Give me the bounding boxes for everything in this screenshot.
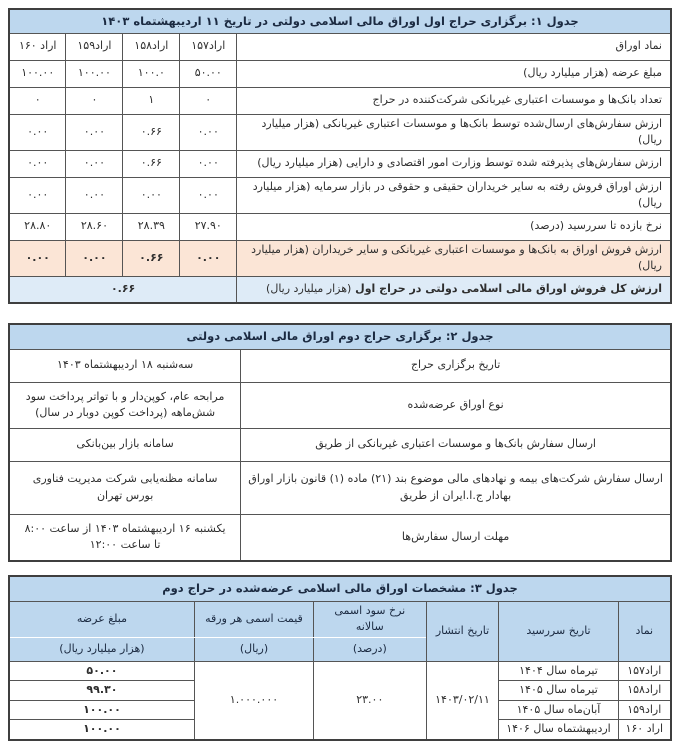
table-title-row bbox=[9, 324, 671, 349]
column-header-face-value-unit: (ریال) bbox=[194, 637, 313, 661]
row-label: ارزش سفارش‌های ارسال‌شده توسط بانک‌ها و موسسات اعتباری غیربانکی (هزار میلیارد ریال) bbox=[237, 114, 671, 150]
value-cell: ۰.۶۶ bbox=[123, 240, 180, 276]
value-cell: ۰.۰۰ bbox=[180, 114, 237, 150]
total-label-unit: (هزار میلیارد ریال) bbox=[266, 282, 352, 295]
supply-amount: ۹۹.۳۰ bbox=[9, 681, 194, 701]
table-row-institution-order-channel bbox=[9, 461, 671, 514]
value-cell: ۲۸.۶۰ bbox=[66, 213, 123, 240]
total-value: ۰.۶۶ bbox=[9, 276, 237, 303]
total-label bbox=[237, 276, 671, 303]
table-row-capital-market-sales bbox=[9, 177, 671, 213]
bond-symbol-header: اراد۱۵۸ bbox=[123, 33, 180, 60]
table-row-participants bbox=[9, 87, 671, 114]
value-cell: ۲۸.۳۹ bbox=[123, 213, 180, 240]
table-header-row bbox=[9, 601, 671, 637]
column-header-issue-date: تاریخ انتشار bbox=[426, 601, 499, 661]
value-cell: ۰.۶۶ bbox=[123, 150, 180, 177]
bond-symbol-header: اراد۱۵۷ bbox=[180, 33, 237, 60]
maturity-date: تیرماه سال ۱۴۰۵ bbox=[499, 681, 618, 701]
field-label: ارسال سفارش بانک‌ها و موسسات اعتباری غیربانکی از طریق bbox=[241, 428, 671, 461]
offered-securities-spec-table bbox=[8, 575, 672, 741]
row-label: تعداد بانک‌ها و موسسات اعتباری غیربانکی شرکت‌کننده در حراج bbox=[237, 87, 671, 114]
issue-date: ۱۴۰۳/۰۲/۱۱ bbox=[426, 661, 499, 740]
value-cell: ۰.۰۰ bbox=[66, 177, 123, 213]
supply-amount: ۱۰۰.۰۰ bbox=[9, 720, 194, 740]
second-auction-table bbox=[8, 323, 672, 562]
value-cell: ۲۷.۹۰ bbox=[180, 213, 237, 240]
row-label: نرخ بازده تا سررسید (درصد) bbox=[237, 213, 671, 240]
value-cell: ۰.۶۶ bbox=[123, 114, 180, 150]
column-header-coupon-rate-unit: (درصد) bbox=[314, 637, 427, 661]
first-auction-table bbox=[8, 8, 672, 304]
column-header-face-value: قیمت اسمی هر ورقه bbox=[194, 601, 313, 637]
field-value: یکشنبه ۱۶ اردیبهشتماه ۱۴۰۳ از ساعت ۸:۰۰ تا ساعت ۱۲:۰۰ bbox=[9, 514, 241, 561]
supply-amount: ۵۰.۰۰ bbox=[9, 661, 194, 681]
table1-title: جدول ۱: برگزاری حراج اول اوراق مالی اسلامی دولتی در تاریخ ۱۱ اردیبهشتماه ۱۴۰۳ bbox=[9, 9, 671, 33]
field-label: تاریخ برگزاری حراج bbox=[241, 349, 671, 382]
value-cell: ۲۸.۸۰ bbox=[9, 213, 66, 240]
row-label: ارزش فروش اوراق به بانک‌ها و موسسات اعتباری غیربانکی و سایر خریداران (هزار میلیارد ریال) bbox=[237, 240, 671, 276]
column-header-maturity: تاریخ سررسید bbox=[499, 601, 618, 661]
value-cell: ۰.۰۰ bbox=[9, 177, 66, 213]
table-row-orders-sent bbox=[9, 114, 671, 150]
value-cell: ۰ bbox=[180, 87, 237, 114]
maturity-date: اردیبهشتماه سال ۱۴۰۶ bbox=[499, 720, 618, 740]
value-cell: ۰.۰۰ bbox=[66, 240, 123, 276]
table-row-bank-order-channel bbox=[9, 428, 671, 461]
table-row-order-deadline bbox=[9, 514, 671, 561]
field-value: مرابحه عام، کوپن‌دار و با تواتر پرداخت سود شش‌ماهه (پرداخت کوپن دوبار در سال) bbox=[9, 382, 241, 428]
bond-symbol: اراد۱۵۷ bbox=[618, 661, 671, 681]
row-label: ارزش سفارش‌های پذیرفته شده توسط وزارت امور اقتصادی و دارایی (هزار میلیارد ریال) bbox=[237, 150, 671, 177]
column-header-symbol: نماد bbox=[618, 601, 671, 661]
value-cell: ۰.۰۰ bbox=[9, 240, 66, 276]
value-cell: ۰.۰۰ bbox=[9, 150, 66, 177]
bond-symbol: اراد ۱۶۰ bbox=[618, 720, 671, 740]
field-value: سامانه بازار بین‌بانکی bbox=[9, 428, 241, 461]
value-cell: ۰.۰۰ bbox=[180, 177, 237, 213]
value-cell: ۰.۰۰ bbox=[180, 240, 237, 276]
symbols-header-row bbox=[9, 33, 671, 60]
table-row-bond-157 bbox=[9, 661, 671, 681]
bond-symbol: اراد۱۵۸ bbox=[618, 681, 671, 701]
table-row-security-type bbox=[9, 382, 671, 428]
field-label: ارسال سفارش شرکت‌های بیمه و نهادهای مالی موضوع بند (۲۱) ماده (۱) قانون بازار اوراق بهادار ج.ا.ایران از طریق bbox=[241, 461, 671, 514]
symbol-row-label: نماد اوراق bbox=[237, 33, 671, 60]
value-cell: ۱ bbox=[123, 87, 180, 114]
value-cell: ۱۰۰.۰۰ bbox=[66, 60, 123, 87]
field-value: سامانه مظنه‌یابی شرکت مدیریت فناوری بورس تهران bbox=[9, 461, 241, 514]
column-header-supply-unit: (هزار میلیارد ریال) bbox=[9, 637, 194, 661]
total-label-text: ارزش کل فروش اوراق مالی اسلامی دولتی در حراج اول bbox=[355, 282, 662, 295]
maturity-date: آبان‌ماه سال ۱۴۰۵ bbox=[499, 700, 618, 720]
table-row-auction-date bbox=[9, 349, 671, 382]
column-header-coupon-rate: نرخ سود اسمی سالانه bbox=[314, 601, 427, 637]
value-cell: ۱۰۰.۰۰ bbox=[9, 60, 66, 87]
table-row-yield-to-maturity bbox=[9, 213, 671, 240]
field-label: مهلت ارسال سفارش‌ها bbox=[241, 514, 671, 561]
value-cell: ۰.۰۰ bbox=[9, 114, 66, 150]
coupon-rate: ۲۳.۰۰ bbox=[314, 661, 427, 740]
value-cell: ۰ bbox=[66, 87, 123, 114]
row-label: ارزش اوراق فروش رفته به سایر خریداران حقیقی و حقوقی در بازار سرمایه (هزار میلیارد ریال) bbox=[237, 177, 671, 213]
table-row-supply bbox=[9, 60, 671, 87]
face-value: ۱.۰۰۰.۰۰۰ bbox=[194, 661, 313, 740]
value-cell: ۵۰.۰۰ bbox=[180, 60, 237, 87]
row-label: مبلغ عرضه (هزار میلیارد ریال) bbox=[237, 60, 671, 87]
table-title-row bbox=[9, 576, 671, 601]
table3-title: جدول ۳: مشخصات اوراق مالی اسلامی عرضه‌شده در حراج دوم bbox=[9, 576, 671, 601]
value-cell: ۰.۰۰ bbox=[180, 150, 237, 177]
bond-symbol-header: اراد۱۵۹ bbox=[66, 33, 123, 60]
maturity-date: تیرماه سال ۱۴۰۴ bbox=[499, 661, 618, 681]
bond-symbol: اراد۱۵۹ bbox=[618, 700, 671, 720]
field-label: نوع اوراق عرضه‌شده bbox=[241, 382, 671, 428]
value-cell: ۰.۰۰ bbox=[66, 114, 123, 150]
value-cell: ۱۰۰.۰ bbox=[123, 60, 180, 87]
column-header-supply: مبلغ عرضه bbox=[9, 601, 194, 637]
table-row-grand-total bbox=[9, 276, 671, 303]
table-row-total-sales-highlight bbox=[9, 240, 671, 276]
table-title-row bbox=[9, 9, 671, 33]
table2-title: جدول ۲: برگزاری حراج دوم اوراق مالی اسلامی دولتی bbox=[9, 324, 671, 349]
bond-symbol-header: اراد ۱۶۰ bbox=[9, 33, 66, 60]
table-row-orders-accepted bbox=[9, 150, 671, 177]
value-cell: ۰ bbox=[9, 87, 66, 114]
value-cell: ۰.۰۰ bbox=[123, 177, 180, 213]
supply-amount: ۱۰۰.۰۰ bbox=[9, 700, 194, 720]
value-cell: ۰.۰۰ bbox=[66, 150, 123, 177]
field-value: سه‌شنبه ۱۸ اردیبهشتماه ۱۴۰۳ bbox=[9, 349, 241, 382]
